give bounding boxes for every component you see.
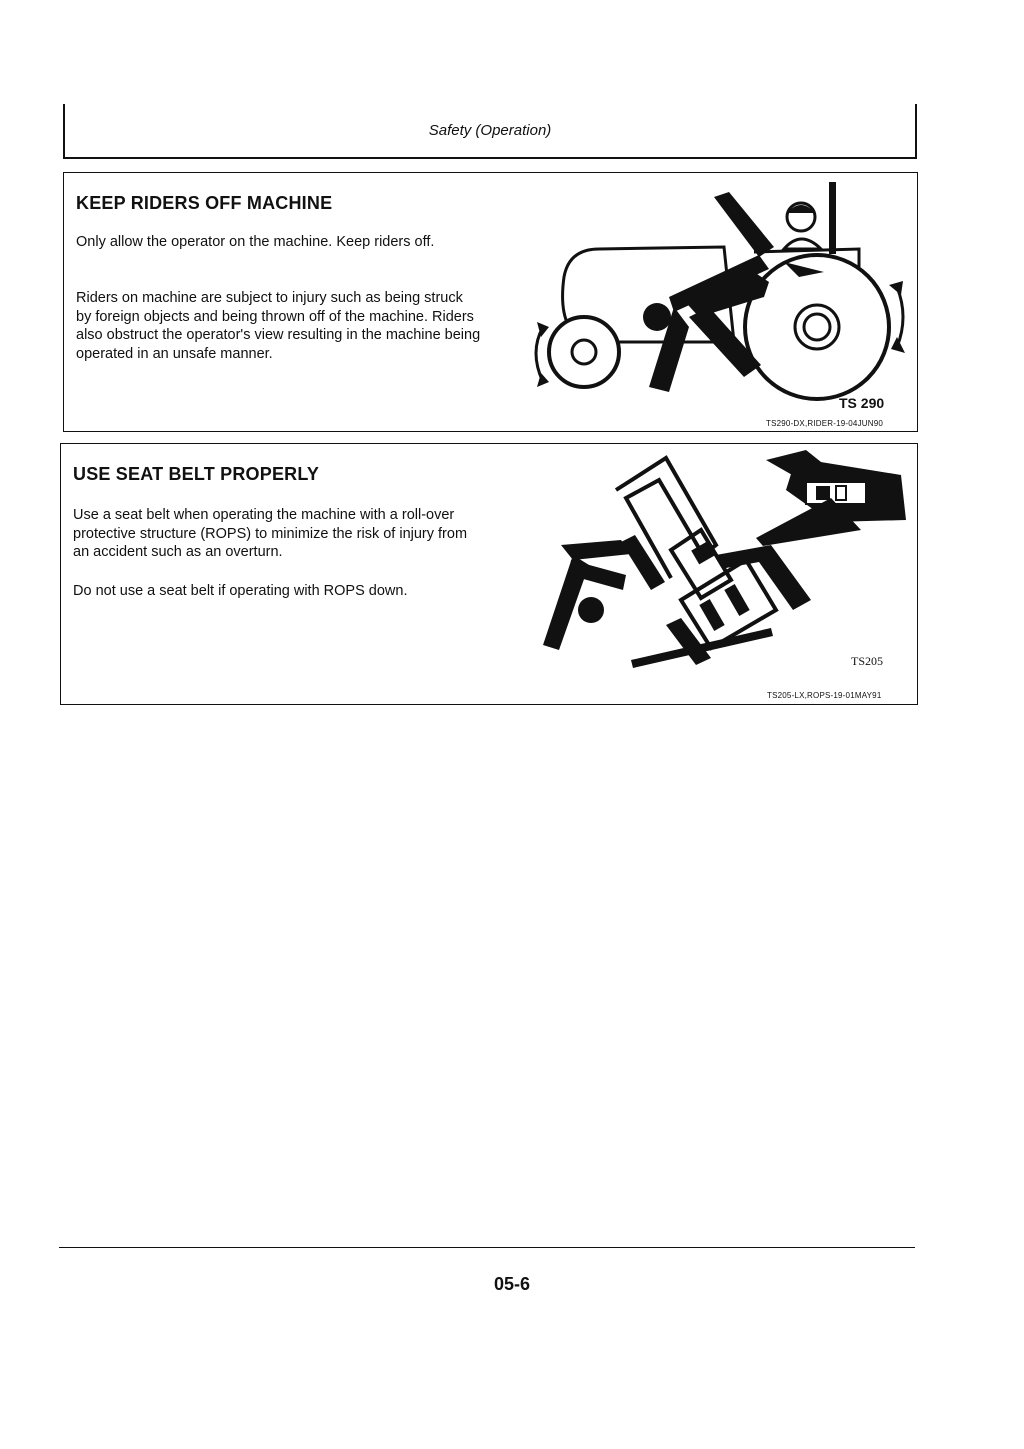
section-keep-riders-off (63, 172, 918, 432)
figure-code: TS290-DX,RIDER-19-04JUN90 (766, 419, 884, 428)
tractor-rider-icon (529, 177, 909, 402)
rops-seatbelt-icon (531, 450, 911, 670)
figure-label: TS205 (851, 654, 884, 668)
section-paragraph: Use a seat belt when operating the machine with a roll-over protective structure (ROPS) to minimize the risk of injury from an accident such as an overturn. (73, 507, 468, 560)
figure-label: TS 290 (839, 395, 885, 411)
section-title: USE SEAT BELT PROPERLY (73, 464, 320, 484)
section-title: KEEP RIDERS OFF MACHINE (76, 193, 333, 213)
section-paragraph: Only allow the operator on the machine. Keep riders off. (76, 234, 435, 250)
page-number: 05-6 (493, 1274, 531, 1294)
figure-code: TS205-LX,ROPS-19-01MAY91 (767, 691, 882, 700)
page-header (63, 104, 917, 159)
section-paragraph: Riders on machine are subject to injury such as being struck by foreign objects and being thrown off of the machine. Riders also obstruct the operator's view resulting in the machine being operated in an unsafe manner. (76, 290, 481, 362)
section-use-seat-belt (60, 443, 918, 705)
section-paragraph: Do not use a seat belt if operating with ROPS down. (73, 583, 408, 599)
footer-divider (59, 1247, 915, 1248)
header-title: Safety (Operation) (428, 122, 552, 139)
